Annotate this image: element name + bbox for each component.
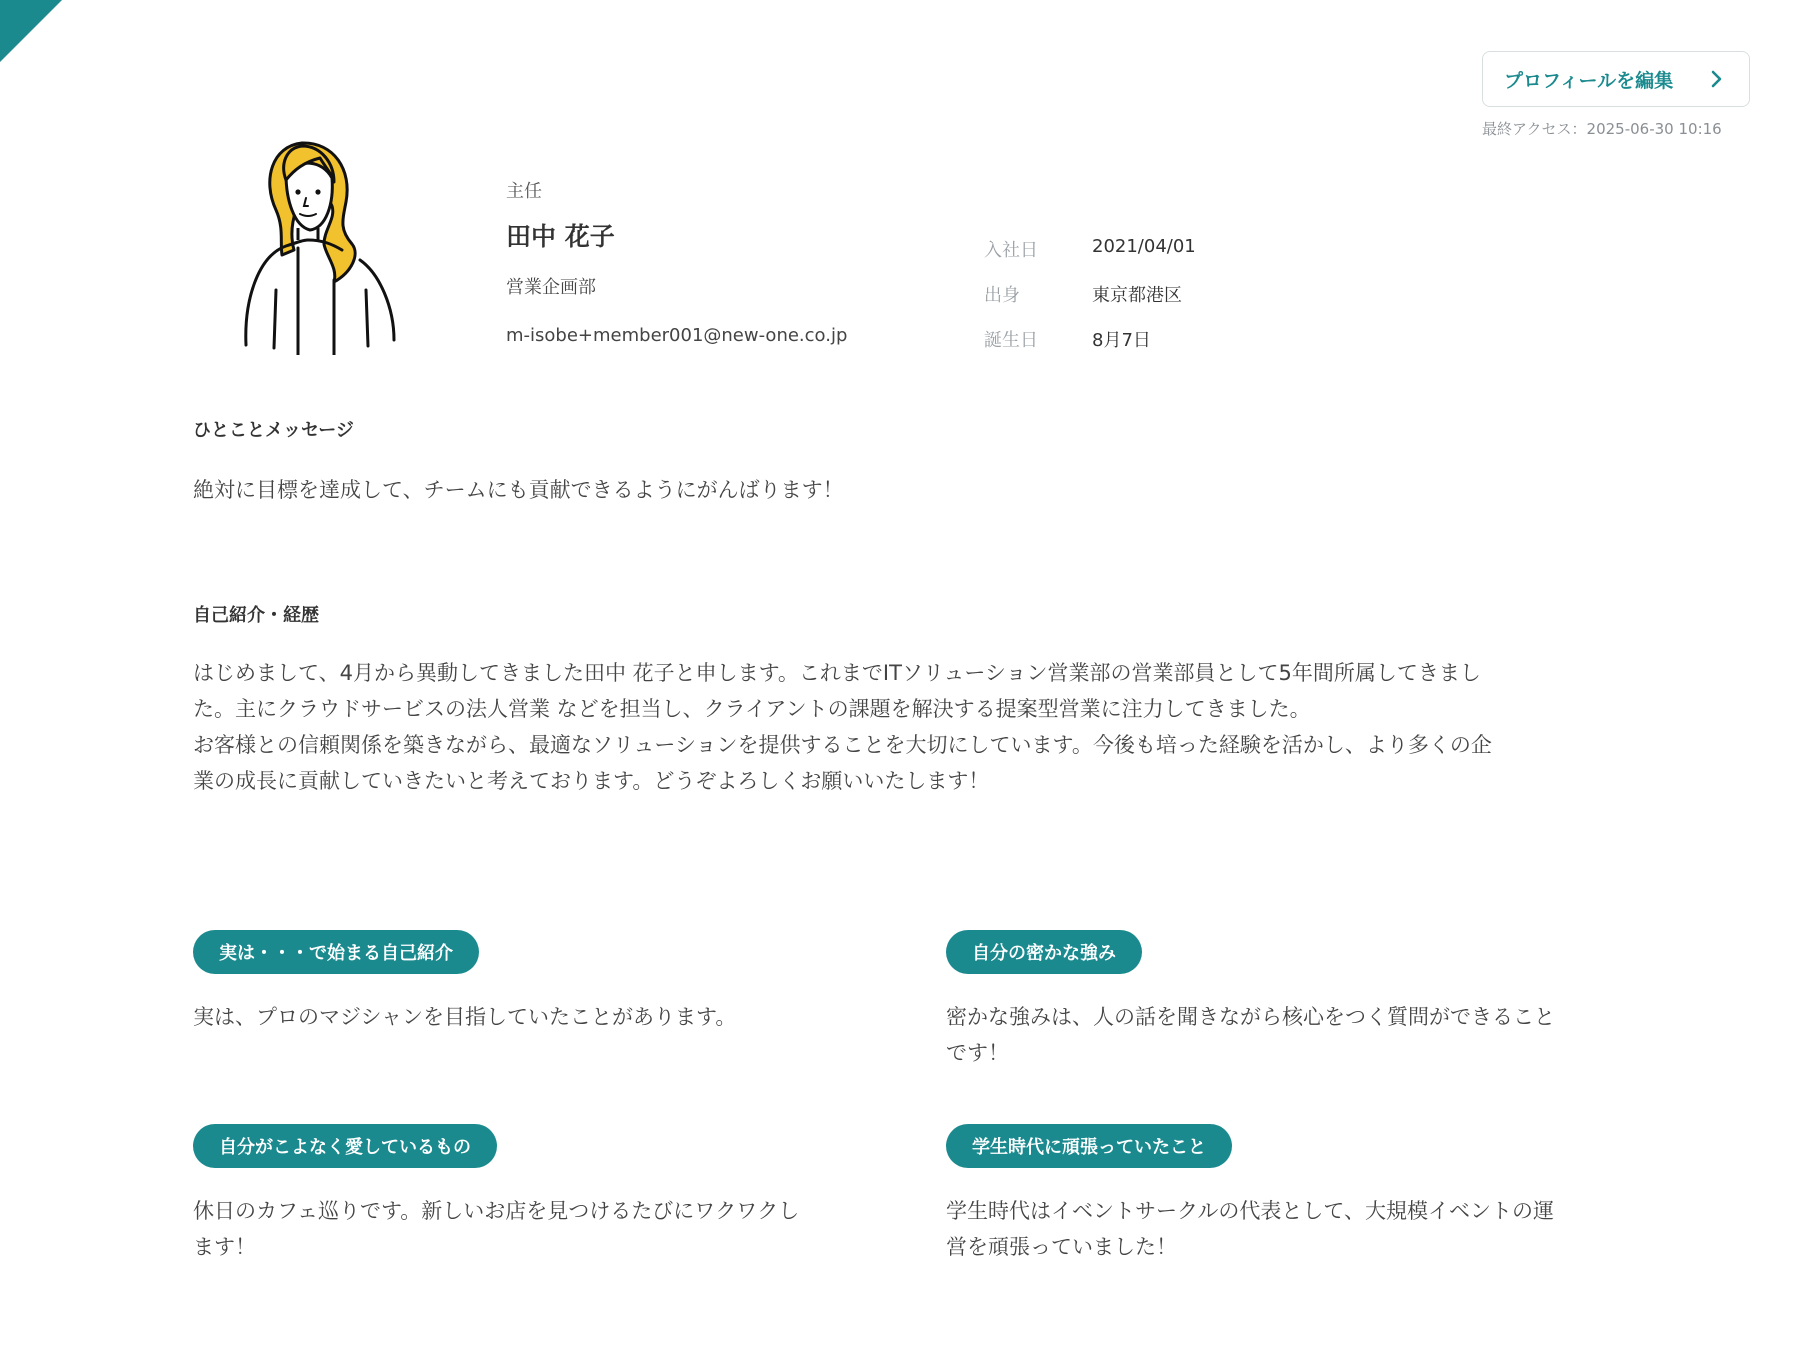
- profile-role: 主任: [506, 181, 542, 202]
- edit-profile-button[interactable]: [1482, 51, 1750, 107]
- intro-line: はじめまして、4月から異動してきました田中 花子と申します。これまでITソリューション営業部の営業部員として5年間所属してきまし: [193, 661, 1481, 685]
- last-access-text: 最終アクセス：2025-06-30 10:16: [1482, 120, 1722, 138]
- intro-section-title: 自己紹介・経歴: [193, 605, 319, 626]
- corner-tab-decoration: [0, 0, 62, 62]
- qa-answer-jitsuwa: [193, 999, 883, 1035]
- qa-answer-line: 休日のカフェ巡りです。新しいお店を見つけるたびにワクワクし: [193, 1199, 800, 1223]
- intro-line: お客様との信頼関係を築きながら、最適なソリューションを提供することを大切にしています。今後も培った経験を活かし、より多くの企: [193, 733, 1492, 757]
- intro-line: 業の成長に貢献していきたいと考えております。どうぞよろしくお願いいたします！: [193, 769, 990, 793]
- info-label-hometown: 出身: [984, 285, 1020, 306]
- qa-label-jitsuwa: 実は・・・で始まる自己紹介: [193, 930, 479, 974]
- qa-answer-line: 営を頑張っていました！: [946, 1235, 1177, 1259]
- message-text: 絶対に目標を達成して、チームにも貢献できるようにがんばります！: [193, 478, 844, 502]
- edit-profile-label: プロフィールを編集: [1504, 69, 1674, 92]
- qa-label-love: 自分がこよなく愛しているもの: [193, 1124, 497, 1168]
- intro-line: た。主にクラウドサービスの法人営業 などを担当し、クライアントの課題を解決する提案型営業に注力してきました。: [193, 697, 1311, 721]
- message-section-title: ひとことメッセージ: [193, 420, 354, 441]
- info-label-birthday: 誕生日: [984, 330, 1038, 351]
- profile-email: m-isobe+member001@new-one.co.jp: [506, 325, 848, 346]
- qa-label-student-days: 学生時代に頑張っていたこと: [946, 1124, 1232, 1168]
- qa-answer-line: です！: [946, 1041, 1009, 1065]
- qa-label-strength: 自分の密かな強み: [946, 930, 1142, 974]
- profile-department: 営業企画部: [506, 277, 596, 298]
- profile-name: 田中 花子: [506, 222, 615, 251]
- chevron-right-icon: [1705, 68, 1727, 90]
- qa-answer-line: 実は、プロのマジシャンを目指していたことがあります。: [193, 1005, 737, 1029]
- avatar: [242, 140, 402, 355]
- qa-answer-student-days: [946, 1193, 1636, 1265]
- info-value-hometown: 東京都港区: [1092, 285, 1182, 306]
- info-value-birthday: 8月7日: [1092, 330, 1151, 351]
- qa-answer-strength: [946, 999, 1636, 1071]
- intro-text: [193, 655, 1603, 799]
- qa-answer-love: [193, 1193, 883, 1265]
- info-label-join-date: 入社日: [984, 240, 1038, 261]
- qa-answer-line: 学生時代はイベントサークルの代表として、大規模イベントの運: [946, 1199, 1554, 1223]
- qa-answer-line: ます！: [193, 1235, 256, 1259]
- qa-answer-line: 密かな強みは、人の話を聞きながら核心をつく質問ができること: [946, 1005, 1555, 1029]
- info-value-join-date: 2021/04/01: [1092, 236, 1196, 257]
